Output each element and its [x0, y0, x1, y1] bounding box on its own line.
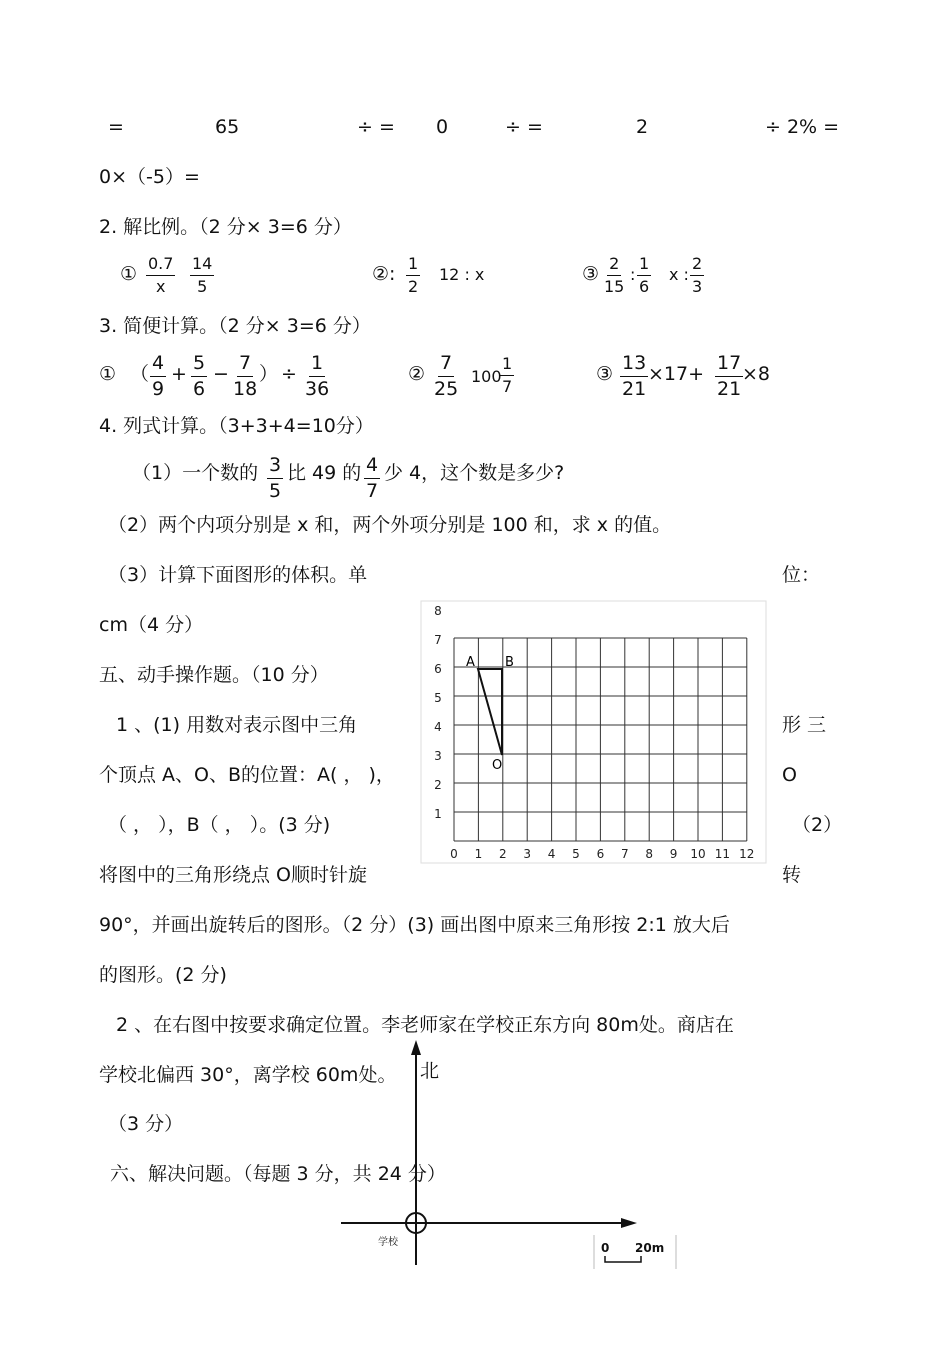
y-tick-label: 1 [434, 807, 442, 821]
fraction: $\frac{1}{36}$ [305, 352, 330, 400]
school-label: 学校 [378, 1237, 398, 1248]
y-tick-label: 2 [434, 778, 442, 792]
scale-bar [605, 1256, 641, 1262]
fraction: $\frac{13}{21}$ [622, 352, 647, 400]
y-tick-label: 7 [434, 633, 442, 647]
row-2-expression: 0×（-5）= [99, 166, 200, 188]
y-tick-label: 4 [434, 720, 442, 734]
x-tick-label: 6 [596, 847, 605, 861]
question-text: 90°，并画出旋转后的图形。（2 分）(3) 画出图中原来三角形按 2:1 放大后 [99, 914, 730, 936]
circle-2-mark: ② [408, 363, 426, 385]
question-text: （3 分） [108, 1113, 184, 1135]
fraction: $\frac{3}{5}$ [269, 454, 282, 502]
question-text: （1）一个数的 [132, 462, 259, 484]
north-label: 北 [420, 1060, 440, 1082]
x-tick-label: 3 [523, 847, 532, 861]
point-A-label: A [466, 655, 475, 670]
fraction: $\frac{1}{7}$ [502, 354, 513, 396]
question-text: 形 三 [782, 714, 827, 736]
question-text: 的图形。(2 分) [99, 964, 227, 986]
point-B-label: B [505, 655, 514, 670]
y-tick-label: 5 [434, 691, 442, 705]
multiply-expr: ×8 [742, 363, 771, 385]
fraction: $\frac{2}{3}$ [692, 254, 703, 296]
coordinate-grid [420, 600, 768, 865]
section-5-title: 五、动手操作题。（10 分） [99, 664, 329, 686]
fraction: $\frac{2}{15}$ [604, 254, 625, 296]
div-eq-1: ÷ = [357, 116, 395, 138]
div-2pct: ÷ 2% = [765, 116, 840, 138]
fraction: $\frac{1}{6}$ [639, 254, 650, 296]
section-6-title: 六、解决问题。（每题 3 分，共 24 分） [110, 1163, 446, 1185]
question-text: （2） [792, 814, 843, 836]
question-text: （3）计算下面图形的体积。单 [108, 564, 368, 586]
divide-sign: ÷ [281, 363, 297, 385]
div-eq-2: ÷ = [505, 116, 543, 138]
question-text: （ ， ），B（ ， ）。(3 分) [108, 814, 331, 836]
north-arrow-icon [411, 1040, 421, 1055]
circle-2-mark: ②: [372, 263, 396, 285]
x-tick-label: 0 [450, 847, 458, 861]
plus-sign: + [171, 363, 187, 385]
fraction: $\frac{17}{21}$ [717, 352, 742, 400]
x-tick-label: 7 [620, 847, 629, 861]
colon: : [630, 265, 636, 284]
question-text: 学校北偏西 30°，离学校 60m处。 [99, 1064, 397, 1086]
minus-sign: − [213, 363, 229, 385]
question-text: 1 、(1) 用数对表示图中三角 [116, 714, 358, 736]
fraction: $\frac{4}{9}$ [152, 352, 165, 400]
x-tick-label: 2 [498, 847, 507, 861]
ratio-tail: x : [669, 265, 689, 284]
section-2-title: 2. 解比例。（2 分× 3=6 分） [99, 216, 352, 238]
y-tick-label: 6 [434, 662, 442, 676]
left-paren: （ [130, 363, 150, 385]
question-text: cm（4 分） [99, 614, 204, 636]
x-tick-label: 12 [739, 847, 755, 861]
x-tick-label: 5 [572, 847, 580, 861]
right-paren: ） [259, 363, 279, 385]
fraction: $\frac{14}{5}$ [192, 254, 213, 296]
location-diagram [335, 1035, 685, 1275]
value-2: 2 [636, 116, 649, 138]
scale-20m: 20m [635, 1241, 665, 1255]
scale-zero: 0 [601, 1241, 610, 1255]
fraction: $\frac{7}{18}$ [233, 352, 258, 400]
question-text: 少 4，这个数是多少? [384, 462, 565, 484]
question-text: 转 [782, 864, 802, 886]
x-tick-label: 1 [474, 847, 483, 861]
value-65: 65 [215, 116, 240, 138]
question-text: （2）两个内项分别是 x 和，两个外项分别是 100 和，求 x 的值。 [108, 514, 672, 536]
question-text: 2 、在右图中按要求确定位置。李老师家在学校正东方向 80m处。商店在 [116, 1014, 734, 1036]
section-3-title: 3. 简便计算。（2 分× 3=6 分） [99, 315, 371, 337]
fraction: $\frac{4}{7}$ [366, 454, 379, 502]
y-tick-label: 3 [434, 749, 442, 763]
east-arrow-icon [621, 1218, 637, 1228]
value-0: 0 [436, 116, 449, 138]
point-O-label: O [492, 758, 503, 773]
y-tick-label: 8 [434, 604, 442, 618]
x-tick-label: 8 [645, 847, 654, 861]
x-tick-label: 4 [547, 847, 556, 861]
circle-3-mark: ③ [596, 363, 614, 385]
multiply-expr: ×17+ [648, 363, 705, 385]
x-tick-label: 9 [669, 847, 678, 861]
question-text: 比 49 的 [287, 462, 362, 484]
x-tick-label: 11 [714, 847, 731, 861]
ratio-tail: 12 : x [439, 265, 485, 284]
fraction: $\frac{5}{6}$ [193, 352, 206, 400]
circle-1-mark: ① [120, 263, 138, 285]
circle-3-mark: ③ [582, 263, 600, 285]
section-4-title: 4. 列式计算。（3+3+4=10分） [99, 415, 374, 437]
eq-sign: = [108, 116, 124, 138]
whole-number: 100 [471, 367, 502, 386]
circle-1-mark: ① [99, 363, 117, 385]
question-text: 将图中的三角形绕点 O顺时针旋 [99, 864, 367, 886]
question-text: 个顶点 A、O、B的位置：A( ， )， [99, 764, 395, 786]
fraction: $\frac{7}{25}$ [434, 352, 459, 400]
fraction: $\frac{1}{2}$ [408, 254, 419, 296]
question-text: O [782, 764, 797, 786]
question-text: 位： [782, 564, 821, 586]
x-tick-label: 10 [690, 847, 706, 861]
fraction: $\frac{0.7}{x}$ [148, 254, 174, 296]
